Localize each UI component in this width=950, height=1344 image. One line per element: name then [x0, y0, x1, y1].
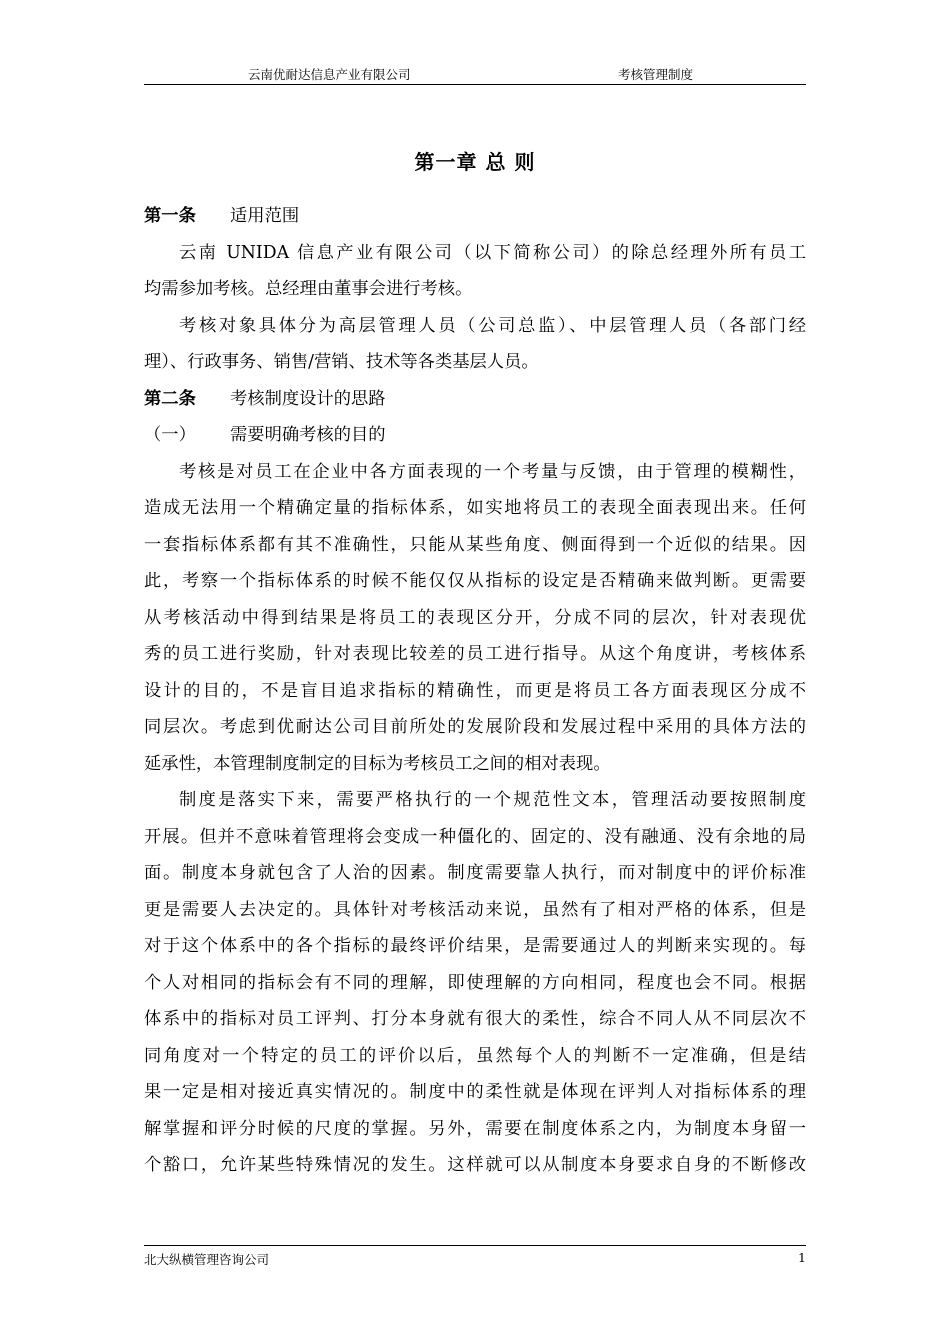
- header-company-name: 云南优耐达信息产业有限公司: [248, 67, 411, 82]
- page-footer: [144, 1245, 806, 1270]
- article-2-title: 考核制度设计的思路: [230, 388, 386, 409]
- paragraph-line: 此，考察一个指标体系的时候不能仅仅从指标的设定是否精确来做判断。更需要: [144, 571, 806, 591]
- paragraph-line: 果一定是相对接近真实情况的。制度中的柔性就是体现在评判人对指标体系的理: [144, 1082, 806, 1102]
- paragraph-line: 对于这个体系中的各个指标的最终评价结果，是需要通过人的判断来实现的。每: [144, 936, 806, 956]
- article-2-number: 第二条: [144, 388, 196, 409]
- header-document-title: 考核管理制度: [618, 67, 694, 82]
- page-header: [144, 60, 806, 85]
- paragraph-line: 开展。但并不意味着管理将会变成一种僵化的、固定的、没有融通、没有余地的局: [144, 826, 806, 847]
- paragraph-line: 从考核活动中得到结果是将员工的表现区分开，分成不同的层次，针对表现优: [144, 607, 806, 628]
- paragraph-line: 更是需要人去决定的。具体针对考核活动来说，虽然有了相对严格的体系，但是: [144, 899, 806, 920]
- paragraph-line: 同角度对一个特定的员工的评价以后，虽然每个人的判断不一定准确，但是结: [144, 1045, 806, 1066]
- paragraph-line: 个人对相同的指标会有不同的理解，即使理解的方向相同，程度也会不同。根据: [144, 972, 806, 993]
- document-body: [144, 198, 806, 1184]
- paragraph-line: 秀的员工进行奖励，针对表现比较差的员工进行指导。从这个角度讲，考核体系: [144, 644, 806, 664]
- paragraph-line: 同层次。考虑到优耐达公司目前所处的发展阶段和发展过程中采用的具体方法的: [144, 717, 806, 737]
- paragraph-line: 云南 UNIDA 信息产业有限公司（以下简称公司）的除总经理外所有员工: [179, 242, 806, 263]
- article-1-heading: [144, 198, 806, 235]
- article-1-title: 适用范围: [230, 206, 300, 226]
- paragraph-line: 造成无法用一个精确定量的指标体系，如实地将员工的表现全面表现出来。任何: [144, 498, 806, 518]
- paragraph-line: 面。制度本身就包含了人治的因素。制度需要靠人执行，而对制度中的评价标准: [144, 863, 806, 883]
- chapter-title: 第一章 总 则: [414, 150, 536, 174]
- paragraph-line: 延承性，本管理制度制定的目标为考核员工之间的相对表现。: [144, 753, 611, 774]
- article-1-number: 第一条: [144, 206, 196, 226]
- paragraph-line: 考核对象具体分为高层管理人员（公司总监）、中层管理人员（各部门经: [179, 315, 806, 336]
- paragraph-line: 均需参加考核。总经理由董事会进行考核。: [144, 279, 473, 299]
- paragraph-line: 设计的目的，不是盲目追求指标的精确性，而更是将员工各方面表现区分成不: [144, 680, 806, 701]
- footer-firm-name: 北大纵横管理咨询公司: [144, 1252, 270, 1267]
- paragraph-line: 解掌握和评分时候的尺度的掌握。另外，需要在制度体系之内，为制度本身留一: [144, 1118, 806, 1139]
- paragraph-line: 体系中的指标对员工评判、打分本身就有很大的柔性，综合不同人从不同层次不: [144, 1009, 806, 1029]
- paragraph-line: 理）、行政事务、销售/营销、技术等各类基层人员。: [144, 352, 539, 372]
- paragraph-line: 制度是落实下来，需要严格执行的一个规范性文本，管理活动要按照制度: [179, 790, 806, 810]
- paragraph-line: 一套指标体系都有其不准确性，只能从某些角度、侧面得到一个近似的结果。因: [144, 534, 806, 555]
- page-number: 1: [798, 1250, 806, 1265]
- article-2-heading: [144, 381, 806, 418]
- subsection-heading: [144, 417, 806, 454]
- subsection-number: （一）: [144, 425, 196, 445]
- subsection-title: 需要明确考核的目的: [230, 425, 386, 445]
- paragraph-line: 个豁口，允许某些特殊情况的发生。这样就可以从制度本身要求自身的不断修改: [144, 1155, 806, 1175]
- paragraph-line: 考核是对员工在企业中各方面表现的一个考量与反馈，由于管理的模糊性，: [179, 461, 806, 482]
